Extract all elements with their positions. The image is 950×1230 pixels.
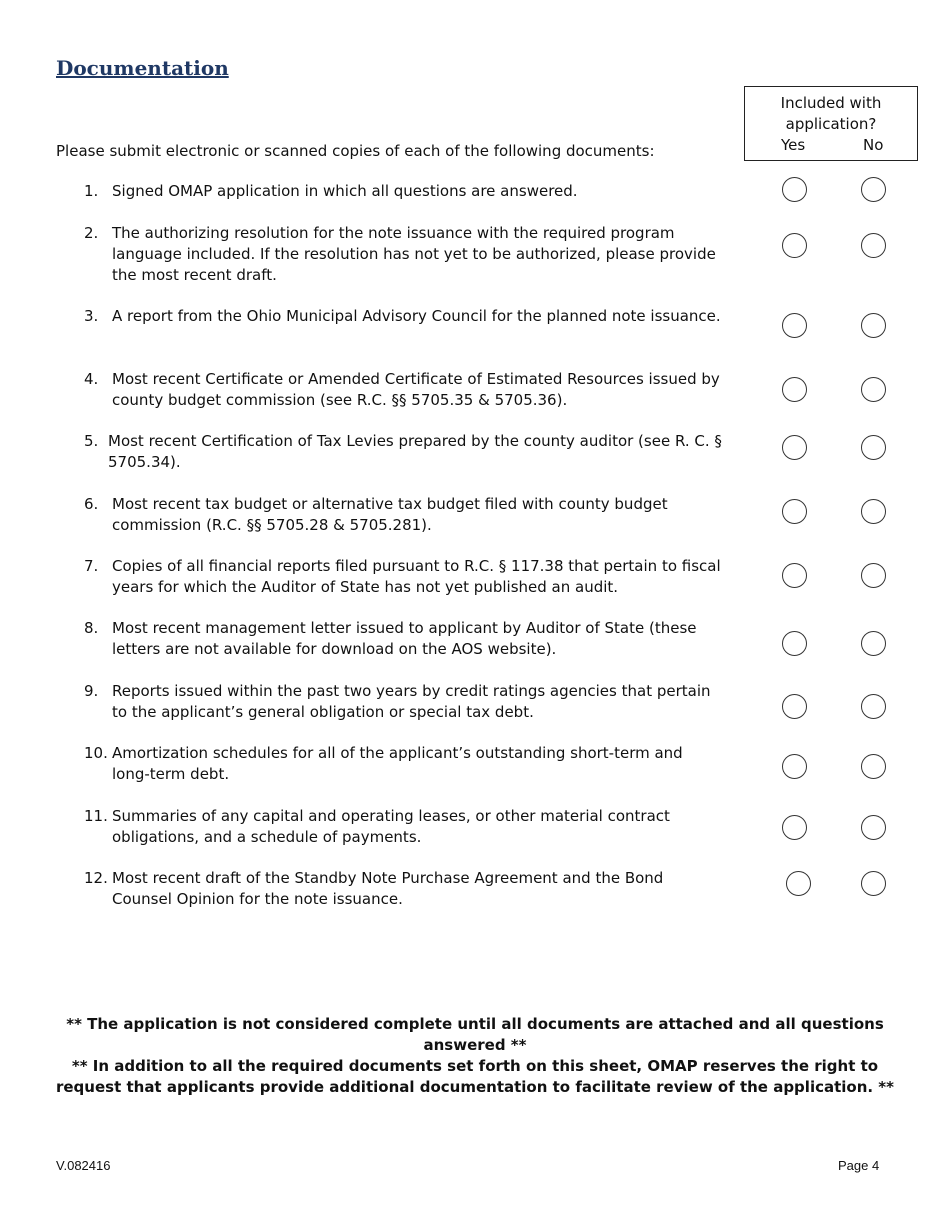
item-10-yes-radio[interactable] bbox=[782, 754, 807, 779]
item-text: Signed OMAP application in which all questions are answered. bbox=[112, 182, 578, 200]
item-number: 9. bbox=[84, 682, 99, 700]
item-8-no-radio[interactable] bbox=[861, 631, 886, 656]
page-number: Page 4 bbox=[838, 1158, 880, 1173]
item-6-no-radio[interactable] bbox=[861, 499, 886, 524]
item-number: 1. bbox=[84, 182, 99, 200]
item-11-no-radio[interactable] bbox=[861, 815, 886, 840]
item-3-yes-radio[interactable] bbox=[782, 313, 807, 338]
item-4-yes-radio[interactable] bbox=[782, 377, 807, 402]
item-text: The authorizing resolution for the note issuance with the required program language included. If the resolution has not yet to be authorized, please provide the most recent draft. bbox=[112, 224, 716, 284]
item-number: 12. bbox=[84, 869, 108, 887]
document-item bbox=[84, 868, 724, 910]
item-number: 10. bbox=[84, 744, 108, 762]
item-number: 4. bbox=[84, 370, 99, 388]
intro-text: Please submit electronic or scanned copies of each of the following documents: bbox=[56, 142, 655, 160]
additional-docs-note: ** In addition to all the required documents set forth on this sheet, OMAP reserves the right to request that applicants provide additional documentation to facilitate review of the application. ** bbox=[55, 1057, 894, 1096]
item-text: Most recent tax budget or alternative tax budget filed with county budget commission (R.C. §§ 5705.28 & 5705.281). bbox=[112, 495, 668, 534]
document-item bbox=[84, 806, 724, 848]
item-number: 5. bbox=[84, 432, 99, 450]
document-item bbox=[84, 431, 724, 473]
document-item bbox=[84, 556, 724, 598]
item-12-no-radio[interactable] bbox=[861, 871, 886, 896]
item-text: Summaries of any capital and operating leases, or other material contract obligations, and a schedule of payments. bbox=[112, 807, 670, 846]
item-number: 3. bbox=[84, 307, 99, 325]
item-text: Amortization schedules for all of the applicant’s outstanding short-term and long-term debt. bbox=[112, 744, 683, 783]
item-text: Most recent Certificate or Amended Certificate of Estimated Resources issued by county budget commission (see R.C. §§ 5705.35 & 5705.36). bbox=[112, 370, 720, 409]
item-2-yes-radio[interactable] bbox=[782, 233, 807, 258]
item-number: 6. bbox=[84, 495, 99, 513]
document-item bbox=[84, 223, 724, 286]
item-2-no-radio[interactable] bbox=[861, 233, 886, 258]
item-number: 7. bbox=[84, 557, 99, 575]
document-item bbox=[84, 618, 724, 660]
item-number: 2. bbox=[84, 224, 99, 242]
item-text: Reports issued within the past two years by credit ratings agencies that pertain to the applicant’s general obligation or special tax debt. bbox=[112, 682, 711, 721]
item-10-no-radio[interactable] bbox=[861, 754, 886, 779]
yes-column-label: Yes bbox=[781, 136, 806, 154]
document-item bbox=[84, 181, 724, 202]
item-text: Most recent management letter issued to applicant by Auditor of State (these letters are not available for download on the AOS website). bbox=[112, 619, 697, 658]
item-text: Most recent Certification of Tax Levies prepared by the county auditor (see R. C. § 5705.34). bbox=[108, 432, 722, 471]
item-text: Copies of all financial reports filed pursuant to R.C. § 117.38 that pertain to fiscal years for which the Auditor of State has not yet published an audit. bbox=[112, 557, 721, 596]
document-item bbox=[84, 681, 724, 723]
item-1-no-radio[interactable] bbox=[861, 177, 886, 202]
item-text: A report from the Ohio Municipal Advisory Council for the planned note issuance. bbox=[112, 307, 721, 325]
item-12-yes-radio[interactable] bbox=[786, 871, 811, 896]
page-title: Documentation bbox=[56, 56, 229, 80]
item-text: Most recent draft of the Standby Note Purchase Agreement and the Bond Counsel Opinion for the note issuance. bbox=[112, 869, 664, 908]
no-column-label: No bbox=[863, 136, 884, 154]
completeness-note: ** The application is not considered complete until all documents are attached and all questions answered ** bbox=[66, 1015, 884, 1054]
item-5-yes-radio[interactable] bbox=[782, 435, 807, 460]
document-item bbox=[84, 306, 724, 327]
document-item bbox=[84, 369, 724, 411]
column-header-line1: Included with bbox=[780, 94, 882, 112]
item-4-no-radio[interactable] bbox=[861, 377, 886, 402]
item-5-no-radio[interactable] bbox=[861, 435, 886, 460]
included-column-header bbox=[744, 86, 918, 161]
document-item bbox=[84, 494, 724, 536]
item-number: 11. bbox=[84, 807, 108, 825]
item-3-no-radio[interactable] bbox=[861, 313, 886, 338]
item-9-no-radio[interactable] bbox=[861, 694, 886, 719]
item-9-yes-radio[interactable] bbox=[782, 694, 807, 719]
document-item bbox=[84, 743, 724, 785]
item-11-yes-radio[interactable] bbox=[782, 815, 807, 840]
item-8-yes-radio[interactable] bbox=[782, 631, 807, 656]
item-1-yes-radio[interactable] bbox=[782, 177, 807, 202]
item-6-yes-radio[interactable] bbox=[782, 499, 807, 524]
item-7-yes-radio[interactable] bbox=[782, 563, 807, 588]
item-7-no-radio[interactable] bbox=[861, 563, 886, 588]
column-header-line2: application? bbox=[785, 115, 877, 133]
item-number: 8. bbox=[84, 619, 99, 637]
version-label: V.082416 bbox=[56, 1158, 111, 1173]
